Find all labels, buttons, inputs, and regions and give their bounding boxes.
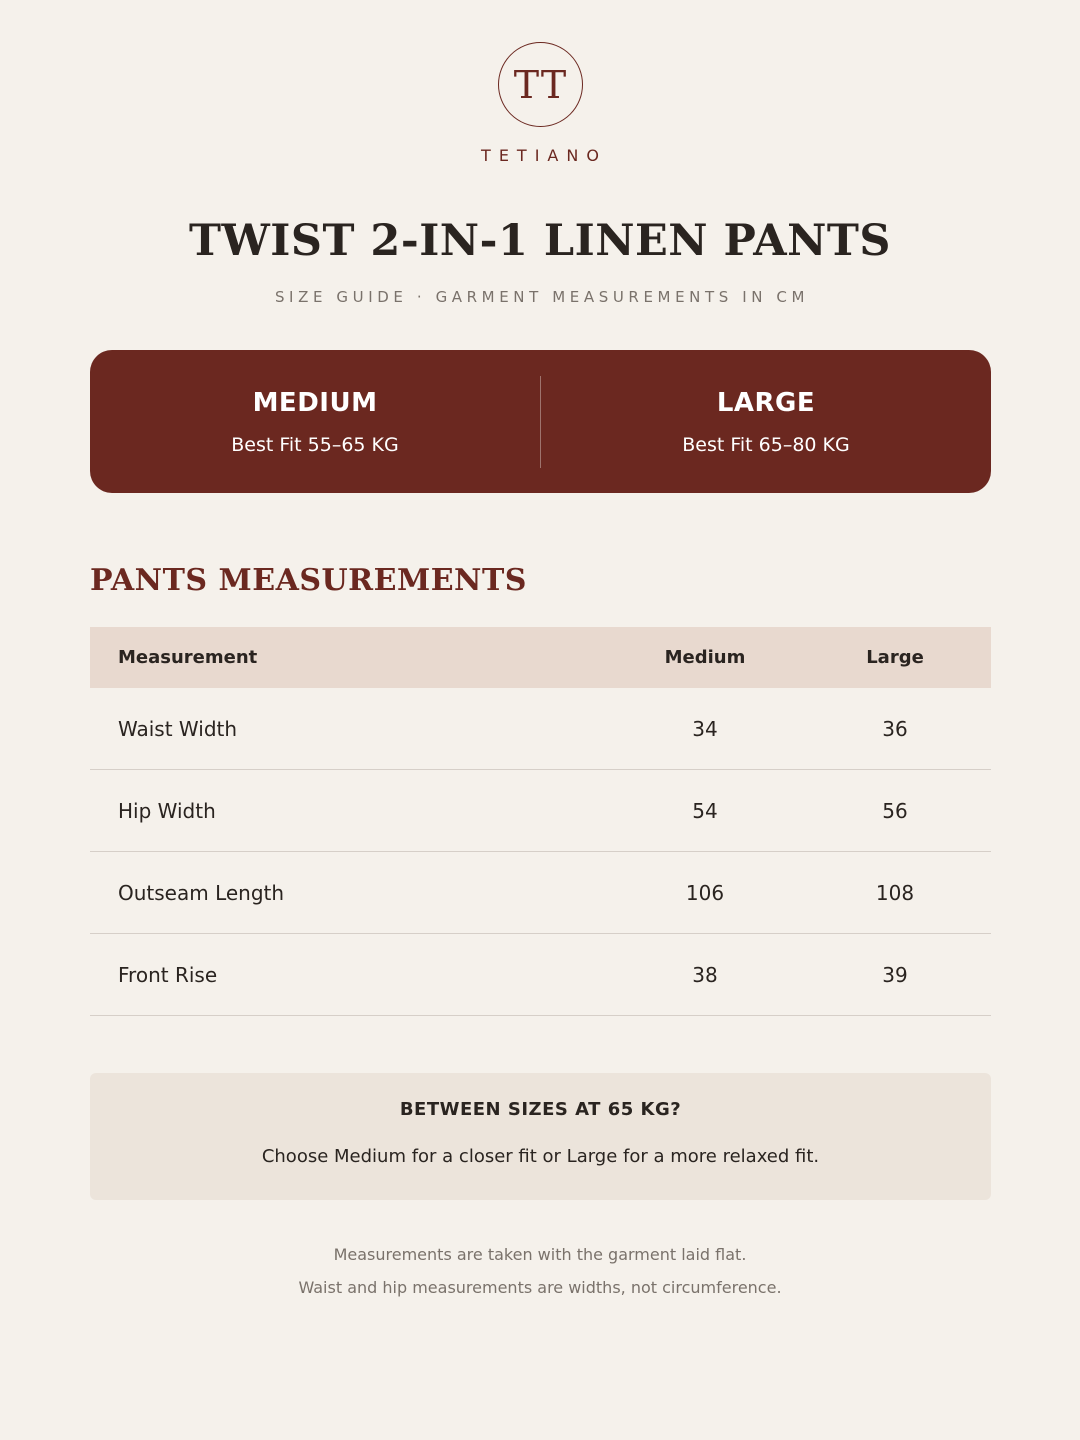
- measurements-table: [90, 627, 991, 1016]
- table-row: [90, 770, 991, 852]
- note-title: BETWEEN SIZES AT 65 KG?: [399, 1099, 682, 1120]
- row-label: Front Rise: [118, 962, 218, 987]
- large-value: 36: [882, 716, 908, 741]
- size-fit-banner: [90, 350, 991, 493]
- large-value: 108: [875, 880, 915, 905]
- table-header: [90, 627, 991, 688]
- column-header-measurement: Measurement: [118, 647, 258, 668]
- size-medium-fit: Best Fit 55–65 KG: [231, 433, 399, 456]
- column-header-medium: Medium: [664, 647, 746, 668]
- page-subtitle: SIZE GUIDE · GARMENT MEASUREMENTS IN CM: [274, 288, 810, 306]
- size-medium-panel: [90, 388, 540, 456]
- note-text: Choose Medium for a closer fit or Large for a more relaxed fit.: [261, 1146, 820, 1167]
- footer-note-line-2: Waist and hip measurements are widths, not circumference.: [298, 1278, 782, 1297]
- large-value: 56: [882, 798, 908, 823]
- row-label: Hip Width: [118, 798, 216, 823]
- footer-note-line-1: Measurements are taken with the garment laid flat.: [333, 1245, 747, 1264]
- row-label: Waist Width: [118, 716, 238, 741]
- size-medium-name: MEDIUM: [252, 387, 378, 418]
- size-large-panel: [541, 388, 991, 456]
- medium-value: 38: [692, 962, 718, 987]
- large-value: 39: [882, 962, 908, 987]
- medium-value: 34: [692, 716, 718, 741]
- size-large-fit: Best Fit 65–80 KG: [682, 433, 850, 456]
- medium-value: 106: [685, 880, 725, 905]
- table-row: [90, 934, 991, 1016]
- size-large-name: LARGE: [716, 387, 816, 418]
- between-sizes-note: [90, 1073, 991, 1200]
- section-title: PANTS MEASUREMENTS: [90, 563, 527, 598]
- page-title: TWIST 2-IN-1 LINEN PANTS: [189, 216, 891, 266]
- table-row: [90, 688, 991, 770]
- table-row: [90, 852, 991, 934]
- row-label: Outseam Length: [118, 880, 285, 905]
- brand-name: TETIANO: [481, 146, 607, 165]
- column-header-large: Large: [866, 647, 924, 668]
- medium-value: 54: [692, 798, 718, 823]
- brand-logo-monogram: TT: [498, 42, 583, 127]
